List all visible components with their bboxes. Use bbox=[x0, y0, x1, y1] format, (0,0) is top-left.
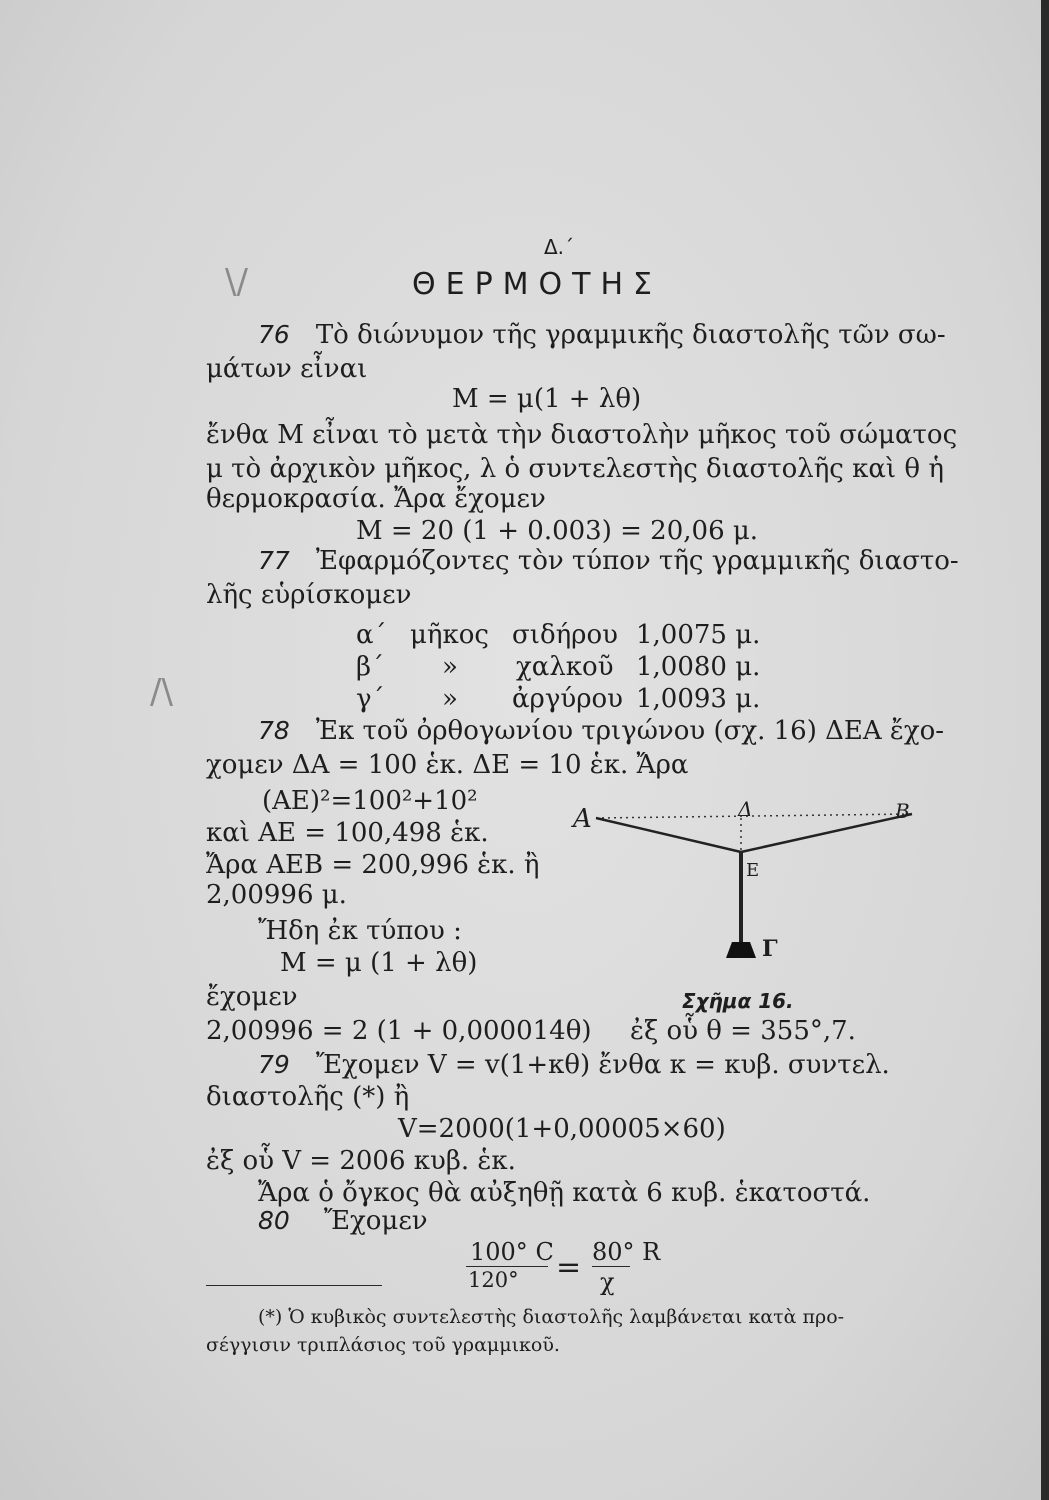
paragraph-number: 76 bbox=[258, 320, 290, 349]
equation: καὶ AE = 100,498 ἑκ. bbox=[206, 818, 489, 848]
table-row-metal: σιδήρου bbox=[512, 620, 618, 650]
formula-result: M = 20 (1 + 0.003) = 20,06 μ. bbox=[356, 516, 759, 546]
table-row-value: 1,0080 μ. bbox=[636, 652, 761, 682]
paragraph-76-line-4: μ τὸ ἀρχικὸν μῆκος, λ ὁ συντελεστὴς διαστολῆς καὶ θ ἡ bbox=[206, 454, 944, 484]
fraction-1-denominator: 120° bbox=[468, 1268, 519, 1292]
margin-pencil-mark: \/ bbox=[225, 262, 248, 302]
paragraph-76-line-1: 76 Τὸ διώνυμον τῆς γραμμικῆς διαστολῆς τῶν σω- bbox=[258, 320, 946, 350]
equation: ἔχομεν bbox=[206, 982, 298, 1012]
equation: ἐξ οὗ θ = 355°,7. bbox=[630, 1016, 856, 1046]
page-edge-shadow bbox=[1041, 0, 1049, 1500]
fraction-1-bar bbox=[466, 1266, 548, 1267]
paragraph-79-line-2: διαστολῆς (*) ἢ bbox=[206, 1082, 410, 1112]
fraction-2-bar bbox=[592, 1266, 630, 1267]
equation: Ἄρα AEB = 200,996 ἑκ. ἢ bbox=[206, 850, 540, 880]
weight-block bbox=[726, 942, 756, 958]
table-row-label: γ΄ bbox=[356, 684, 385, 714]
equals-sign: = bbox=[556, 1250, 582, 1285]
table-row-metal: χαλκοῦ bbox=[516, 652, 614, 682]
margin-pencil-mark: /\ bbox=[150, 672, 173, 712]
wire-ae bbox=[596, 818, 741, 852]
figure-label-b: B bbox=[895, 799, 910, 823]
figure-label-gamma: Γ bbox=[762, 936, 778, 962]
dotted-line-ab bbox=[596, 814, 912, 818]
paragraph-78-line-1: 78 Ἐκ τοῦ ὀρθογωνίου τριγώνου (σχ. 16) ΔΕΑ ἔχο- bbox=[258, 716, 945, 746]
paragraph-number: 79 bbox=[258, 1050, 290, 1079]
figure-label-e: E bbox=[746, 860, 760, 881]
table-row-label: β΄ bbox=[356, 652, 385, 682]
equation: 2,00996 μ. bbox=[206, 880, 347, 910]
equation: Ἄρα ὁ ὄγκος θὰ αὐξηθῇ κατὰ 6 κυβ. ἑκατοστά. bbox=[258, 1178, 871, 1208]
fraction-1-numerator: 100° C bbox=[470, 1238, 554, 1266]
table-row-item: μῆκος bbox=[410, 620, 489, 650]
wire-eb bbox=[741, 814, 912, 852]
table-row-metal: ἀργύρου bbox=[512, 684, 623, 714]
equation: (AE)²=100²+10² bbox=[262, 786, 478, 816]
figure-caption: Σχῆμα 16. bbox=[682, 989, 794, 1013]
table-row-value: 1,0075 μ. bbox=[636, 620, 761, 650]
paragraph-77-line-1: 77 Ἐφαρμόζοντες τὸν τύπον τῆς γραμμικῆς διαστο- bbox=[258, 546, 959, 576]
paragraph-77-line-2: λῆς εὑρίσκομεν bbox=[206, 580, 412, 610]
paragraph-78-line-2: χομεν ΔΑ = 100 ἑκ. ΔΕ = 10 ἑκ. Ἄρα bbox=[206, 750, 689, 780]
formula: M = μ (1 + λθ) bbox=[280, 948, 478, 978]
footnote-line-1: (*) Ὁ κυβικὸς συντελεστὴς διαστολῆς λαμβάνεται κατὰ προ- bbox=[258, 1306, 845, 1328]
table-row-item: » bbox=[442, 652, 458, 682]
equation: 2,00996 = 2 (1 + 0,000014θ) bbox=[206, 1016, 592, 1046]
chapter-title: ΘΕΡΜΟΤΗΣ bbox=[412, 267, 662, 302]
equation: ἐξ οὗ V = 2006 κυβ. ἑκ. bbox=[206, 1146, 516, 1176]
paragraph-76-line-2: μάτων εἶναι bbox=[206, 354, 368, 384]
formula: M = μ(1 + λθ) bbox=[452, 384, 642, 414]
footnote-line-2: σέγγισιν τριπλάσιος τοῦ γραμμικοῦ. bbox=[206, 1334, 560, 1356]
paragraph-80-line-1: 80 Ἔχομεν bbox=[258, 1206, 428, 1236]
table-row-value: 1,0093 μ. bbox=[636, 684, 761, 714]
paragraph-76-line-5: θερμοκρασία. Ἄρα ἔχομεν bbox=[206, 484, 546, 514]
paragraph-number: 77 bbox=[258, 546, 290, 575]
figure-label-a: A bbox=[573, 804, 592, 834]
paragraph-number: 80 bbox=[258, 1206, 290, 1235]
equation: Ἤδη ἐκ τύπου : bbox=[258, 916, 462, 946]
footnote-rule bbox=[206, 1285, 382, 1286]
table-row-label: α΄ bbox=[356, 620, 387, 650]
section-number: Δ.΄ bbox=[544, 235, 575, 259]
figure-label-delta: Δ bbox=[738, 797, 753, 821]
table-row-item: » bbox=[442, 684, 458, 714]
equation: V=2000(1+0,00005×60) bbox=[398, 1114, 726, 1144]
fraction-2-denominator: χ bbox=[600, 1268, 615, 1296]
fraction-2-numerator: 80° R bbox=[592, 1238, 661, 1266]
paragraph-79-line-1: 79 Ἔχομεν V = v(1+κθ) ἔνθα κ = κυβ. συντελ. bbox=[258, 1050, 890, 1080]
paragraph-76-line-3: ἔνθα M εἶναι τὸ μετὰ τὴν διαστολὴν μῆκος τοῦ σώματος bbox=[206, 420, 958, 450]
paragraph-number: 78 bbox=[258, 716, 290, 745]
